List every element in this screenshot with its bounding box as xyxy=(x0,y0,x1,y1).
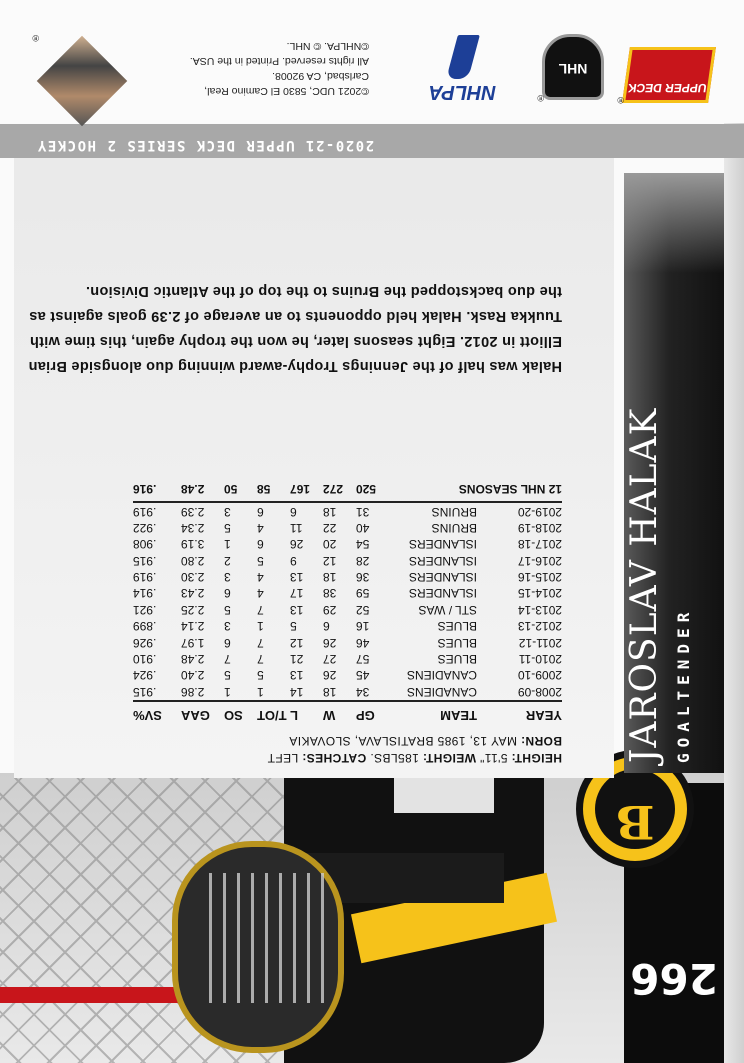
stats-cell: 27 xyxy=(323,652,337,667)
stats-body xyxy=(133,502,562,701)
stats-header-cell: SO xyxy=(224,701,257,723)
stats-header-cell: W xyxy=(323,701,356,723)
stats-cell: 2.40 xyxy=(181,668,205,683)
nhl-logo-text: NHL xyxy=(558,61,588,77)
stats-cell: .915 xyxy=(133,553,157,568)
legal-text xyxy=(129,38,369,98)
stats-cell: BLUES xyxy=(437,619,477,634)
stats-cell: 1 xyxy=(224,537,231,552)
stats-cell: .910 xyxy=(133,652,157,667)
stats-cell: 36 xyxy=(356,570,370,585)
nhlpa-logo-text: NHLPA xyxy=(428,81,496,103)
stats-cell: .914 xyxy=(133,586,157,601)
stats-cell: 21 xyxy=(290,652,304,667)
stats-cell: 2008-09 xyxy=(517,684,562,699)
card-edge xyxy=(724,0,744,1063)
catches-label: CATCHES: xyxy=(301,751,367,765)
stats-row xyxy=(133,536,562,552)
stats-cell: 3 xyxy=(224,504,231,519)
stats-cell: BRUINS xyxy=(431,504,477,519)
nhlpa-figure-icon xyxy=(446,35,480,79)
stats-cell: 4 xyxy=(257,570,264,585)
legal-line: ©2021 UDC, 5830 El Camino Real, xyxy=(204,85,369,97)
stats-cell: 2014-15 xyxy=(517,586,562,601)
legal-line: Carlsbad, CA 92008. xyxy=(272,70,369,82)
stats-cell: 2011-12 xyxy=(518,635,562,650)
stats-row xyxy=(133,569,562,585)
stats-cell: 26 xyxy=(323,668,337,683)
stats-cell: 6 xyxy=(323,619,330,634)
stats-cell: 2 xyxy=(224,553,231,568)
stats-row xyxy=(133,502,562,519)
stats-cell: 11 xyxy=(290,520,303,535)
stats-total-cell: .916 xyxy=(133,481,181,502)
stats-cell: 2018-19 xyxy=(517,520,562,535)
stats-cell: 22 xyxy=(323,520,337,535)
stats-cell: 13 xyxy=(290,668,304,683)
stats-total-row xyxy=(133,481,562,502)
stats-cell: BLUES xyxy=(437,635,477,650)
stats-row xyxy=(133,618,562,634)
stats-cell: 5 xyxy=(224,668,231,683)
nhl-shield-icon xyxy=(542,34,604,100)
player-name: JAROSLAV HALAK xyxy=(624,407,665,763)
stats-total-cell: 520 xyxy=(356,481,389,502)
stats-cell: 52 xyxy=(356,602,370,617)
stats-cell: 38 xyxy=(323,586,337,601)
stats-cell: .899 xyxy=(133,619,157,634)
stats-cell: 18 xyxy=(323,504,337,519)
stats-cell: 54 xyxy=(356,537,370,552)
stats-cell: ISLANDERS xyxy=(408,586,477,601)
stats-cell: .919 xyxy=(133,504,157,519)
stats-cell: 1 xyxy=(224,684,231,699)
stats-cell: 34 xyxy=(356,684,370,699)
stats-header-cell: T/OT xyxy=(257,701,290,723)
stats-header-cell: TEAM xyxy=(389,701,477,723)
stats-cell: 3 xyxy=(224,570,231,585)
stats-cell: 2.86 xyxy=(181,684,205,699)
stats-cell: 5 xyxy=(224,602,231,617)
stats-row xyxy=(133,684,562,701)
stats-cell: .908 xyxy=(133,537,157,552)
stats-total-cell: 272 xyxy=(323,481,356,502)
stats-cell: 1 xyxy=(257,684,264,699)
stats-cell: 2.25 xyxy=(181,602,205,617)
stats-cell: 46 xyxy=(356,635,370,650)
upper-deck-logo-text: UPPER DECK xyxy=(626,81,708,95)
stats-cell: 4 xyxy=(257,520,264,535)
stats-row xyxy=(133,602,562,618)
stats-row xyxy=(133,634,562,650)
stats-cell: 2019-20 xyxy=(517,504,562,519)
stats-cell: 6 xyxy=(290,504,297,519)
stats-cell: .926 xyxy=(133,635,157,650)
stats-cell: 2012-13 xyxy=(517,619,562,634)
stats-cell: STL / WAS xyxy=(418,602,477,617)
stats-header-cell: L xyxy=(290,701,323,723)
stats-cell: 5 xyxy=(257,553,264,568)
stats-cell: ISLANDERS xyxy=(408,570,477,585)
stats-cell: 2010-11 xyxy=(518,652,562,667)
stats-cell: 3 xyxy=(224,619,231,634)
stats-cell: 2015-16 xyxy=(517,570,562,585)
stats-cell: 17 xyxy=(290,586,304,601)
born-value: MAY 13, 1985 BRATISLAVA, SLOVAKIA xyxy=(288,734,517,748)
stats-header-cell: SV% xyxy=(133,701,181,723)
registered-mark: ® xyxy=(617,95,624,105)
legal-line: ©NHLPA. © NHL. xyxy=(286,40,369,52)
stats-cell: 2.34 xyxy=(181,520,205,535)
stats-panel xyxy=(14,128,614,778)
stats-cell: 40 xyxy=(356,520,370,535)
stats-cell: 13 xyxy=(290,602,304,617)
stats-cell: 9 xyxy=(290,553,297,568)
stats-cell: .922 xyxy=(133,520,157,535)
stats-cell: 16 xyxy=(356,619,370,634)
stats-cell: 2.80 xyxy=(181,553,205,568)
catches-value: LEFT xyxy=(267,751,299,765)
stats-cell: .919 xyxy=(133,570,157,585)
stats-header-cell: GAA xyxy=(181,701,224,723)
mask-cage xyxy=(204,873,324,1003)
stats-cell: 29 xyxy=(323,602,337,617)
stats-cell: 12 xyxy=(323,553,337,568)
stats-row xyxy=(133,520,562,536)
stats-row xyxy=(133,585,562,601)
stats-cell: 2017-18 xyxy=(517,537,562,552)
stats-cell: 57 xyxy=(356,652,370,667)
stats-cell: 18 xyxy=(323,570,337,585)
legal-line: All rights reserved. Printed in the USA. xyxy=(189,55,369,67)
height-label: HEIGHT: xyxy=(511,751,562,765)
bio-line-1 xyxy=(22,749,562,766)
stats-cell: 20 xyxy=(323,537,337,552)
bio-line-2 xyxy=(22,732,562,749)
weight-value: 185LBS. xyxy=(369,751,419,765)
stats-row xyxy=(133,667,562,683)
player-position: GOALTENDER xyxy=(674,606,693,763)
stats-cell: .921 xyxy=(133,602,157,617)
stats-cell: 1 xyxy=(257,619,264,634)
nhlpa-logo-icon xyxy=(414,23,504,103)
stats-cell: 4 xyxy=(257,586,264,601)
stats-cell: ISLANDERS xyxy=(408,537,477,552)
registered-mark: ® xyxy=(32,33,39,43)
height-value: 5'11" xyxy=(479,751,508,765)
bruins-logo-letter: B xyxy=(615,795,655,849)
stats-cell: 2.14 xyxy=(181,619,205,634)
stats-cell: 2009-10 xyxy=(517,668,562,683)
stats-cell: 7 xyxy=(224,652,231,667)
stats-cell: 2.43 xyxy=(181,586,205,601)
stats-cell: 2.30 xyxy=(181,570,205,585)
stats-cell: CANADIENS xyxy=(406,684,477,699)
stats-cell: 3.19 xyxy=(181,537,205,552)
stats-total-label: 12 NHL SEASONS xyxy=(389,481,562,502)
stats-total-cell: 58 xyxy=(257,481,290,502)
stats-cell: 5 xyxy=(224,520,231,535)
stats-cell: 18 xyxy=(323,684,337,699)
stats-row xyxy=(133,651,562,667)
stats-cell: BRUINS xyxy=(431,520,477,535)
stats-cell: 7 xyxy=(257,635,264,650)
stats-cell: 59 xyxy=(356,586,370,601)
stats-cell: BLUES xyxy=(437,652,477,667)
stats-total-cell: 50 xyxy=(224,481,257,502)
stats-cell: 26 xyxy=(323,635,337,650)
stats-cell: .924 xyxy=(133,668,157,683)
stats-cell: 6 xyxy=(224,586,231,601)
registered-mark: ® xyxy=(537,93,544,103)
stats-cell: 12 xyxy=(290,635,304,650)
stats-cell: CANADIENS xyxy=(406,668,477,683)
stats-cell: 6 xyxy=(257,537,264,552)
stats-table xyxy=(133,481,562,723)
born-label: BORN: xyxy=(520,734,562,748)
stats-cell: 6 xyxy=(224,635,231,650)
weight-label: WEIGHT: xyxy=(422,751,477,765)
stats-cell: 26 xyxy=(290,537,304,552)
stats-cell: .915 xyxy=(133,684,157,699)
stats-cell: 7 xyxy=(257,602,264,617)
player-blurb: Halak was half of the Jennings Trophy-award winning duo alongside Brian Elliott in 2012. Eight seasons later, he won the trophy again, this time with Tuukka Rask. Halak held opponents to an average of 2.39 goals against as the duo backstopped the Bruins to the top of the Atlantic Division. xyxy=(28,283,562,374)
stats-header-cell: YEAR xyxy=(477,701,562,723)
stats-cell: 2016-17 xyxy=(517,553,562,568)
stats-cell: 2.48 xyxy=(181,652,205,667)
stats-cell: 2.39 xyxy=(181,504,205,519)
stats-total-cell: 167 xyxy=(290,481,323,502)
stats-cell: 1.97 xyxy=(181,635,205,650)
stats-cell: 28 xyxy=(356,553,370,568)
stats-cell: 31 xyxy=(356,504,370,519)
stats-cell: 45 xyxy=(356,668,370,683)
stats-row xyxy=(133,552,562,568)
stats-cell: ISLANDERS xyxy=(408,553,477,568)
set-name: 2020-21 UPPER DECK SERIES 2 HOCKEY xyxy=(36,137,374,153)
stats-cell: 6 xyxy=(257,504,264,519)
bruins-logo-center xyxy=(595,769,675,849)
card-number: 266 xyxy=(630,954,718,1003)
stats-header-row xyxy=(133,701,562,723)
stats-cell: 14 xyxy=(290,684,304,699)
stats-cell: 5 xyxy=(290,619,297,634)
stats-total-cell: 2.48 xyxy=(181,481,224,502)
bio-block xyxy=(22,732,562,766)
stats-cell: 7 xyxy=(257,652,264,667)
upper-deck-logo-icon xyxy=(622,47,716,103)
name-bar-fade xyxy=(624,173,724,273)
stats-cell: 2013-14 xyxy=(517,602,562,617)
stats-cell: 13 xyxy=(290,570,304,585)
stats-cell: 5 xyxy=(257,668,264,683)
stick-blade xyxy=(394,778,494,813)
stats-header-cell: GP xyxy=(356,701,389,723)
